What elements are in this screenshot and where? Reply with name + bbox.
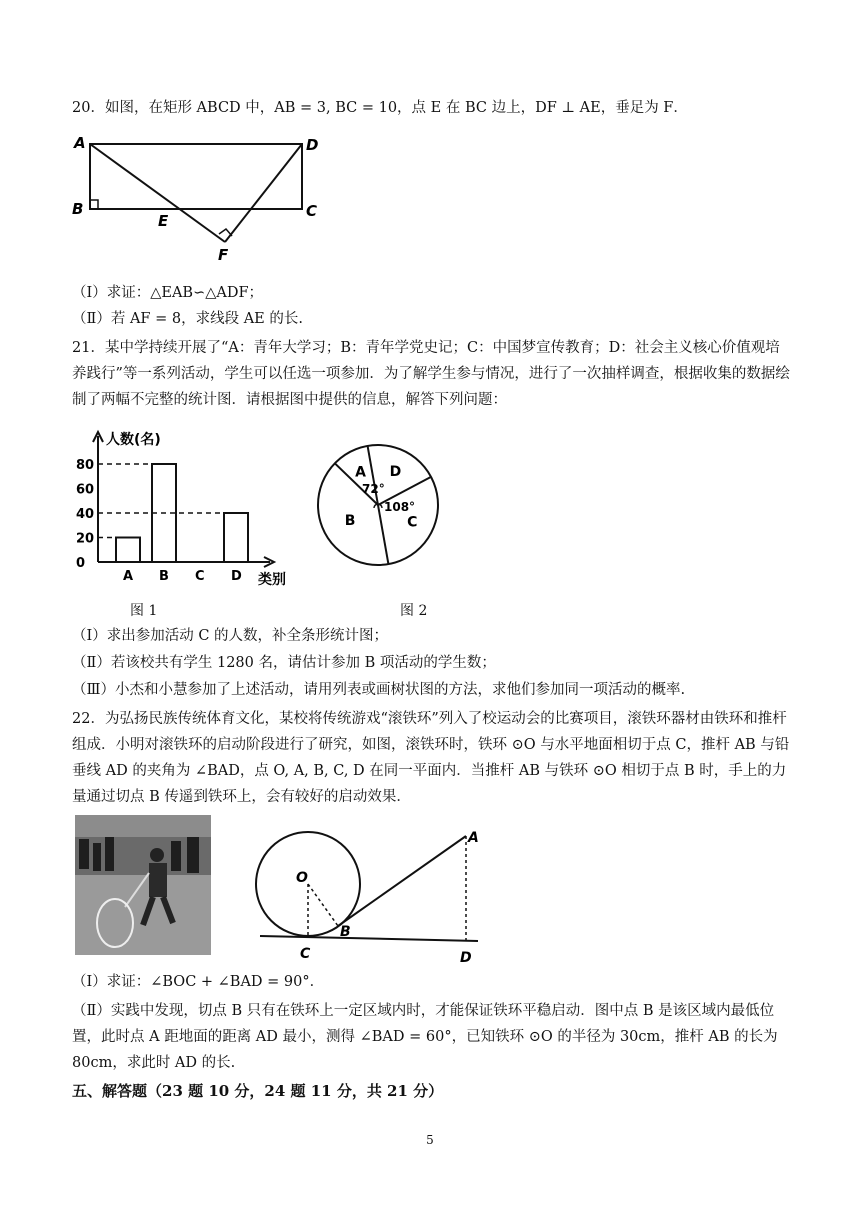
q21-part1: （Ⅰ）求出参加活动 C 的人数，补全条形统计图； <box>72 628 389 644</box>
q22-label-b: B <box>340 924 351 940</box>
q20-part1: （Ⅰ）求证：△EAB∽△ADF； <box>72 285 264 301</box>
q20-part2: （Ⅱ）若 AF = 8，求线段 AE 的长. <box>72 311 303 327</box>
pie-label-d: D <box>389 463 402 480</box>
bar-chart-ytick: 20 <box>76 531 95 547</box>
pie-angle-d: 72° <box>362 482 385 496</box>
q20-label-c: C <box>306 202 318 220</box>
pie-angle-c: 108° <box>384 500 416 514</box>
q20-label-f: F <box>218 246 229 264</box>
q21-stem: 21．某中学持续开展了“A：青年大学习；B：青年学党史记；C：中国梦宣传教育；D：社会主义核心价值观培养践行”等一系列活动，学生可以任选一项参加．为了解学生参与情况，进行了一次抽样调查，根据收集的数据绘制了两幅不完整的统计图．请根据图中提供的信息，解答下列问题： <box>72 340 790 408</box>
bar-chart-ytick: 0 <box>76 556 86 571</box>
bar-d <box>224 513 248 562</box>
q20-label-a: A <box>74 134 86 152</box>
fig2-caption: 图 2 <box>400 603 428 619</box>
q22-part2: （Ⅱ）实践中发现，切点 B 只有在铁环上一定区域内时，才能保证铁环平稳启动．图中点 B 是该区域内最低位置，此时点 A 距地面的距离 AD 最小，测得 ∠BAD = 60°，已知铁环 ⊙O 的半径为 30cm，推杆 AB 的长为 80cm，求此时 AD 的长. <box>72 1003 778 1071</box>
bar-a <box>116 538 140 563</box>
hoop-rolling-photo-image <box>75 815 211 955</box>
q22-stem: 22．为弘扬民族传统体育文化，某校将传统游戏“滚铁环”列入了校运动会的比赛项目，滚铁环器材由铁环和推杆组成．小明对滚铁环的启动阶段进行了研究，如图，滚铁环时，铁环 ⊙O 与水平地面相切于点 C，推杆 AB 与铅垂线 AD 的夹角为 ∠BAD，点 O, A, B, C, D 在同一平面内．当推杆 AB 与铁环 ⊙O 相切于点 B 时，手上的力量通过切点 B 传遥到铁环上，会有较好的启动效果． <box>72 711 790 805</box>
q22-label-a: A <box>468 830 479 846</box>
q20-stem: 20．如图，在矩形 ABCD 中，AB = 3, BC = 10，点 E 在 BC 边上，DF ⊥ AE，垂足为 F． <box>72 100 688 116</box>
q20-rectangle-figure <box>70 132 340 264</box>
fig1-caption: 图 1 <box>130 603 158 619</box>
bar-chart-ytick: 80 <box>76 458 95 473</box>
pie-label-c: C <box>407 514 418 531</box>
q22-part1: （Ⅰ）求证：∠BOC + ∠BAD = 90°． <box>72 974 325 990</box>
q22-label-o: O <box>296 870 308 886</box>
q21-part2: （Ⅱ）若该校共有学生 1280 名，请估计参加 B 项活动的学生数； <box>72 655 496 671</box>
pie-label-a: A <box>355 464 367 481</box>
page-number: 5 <box>426 1133 434 1147</box>
bar-chart-ylabel: 人数(名) <box>106 432 161 448</box>
q22-hoop-figure <box>252 822 492 968</box>
hoop-rolling-photo <box>75 815 211 955</box>
q21-bar-chart <box>70 422 300 592</box>
pie-label-b: B <box>344 513 356 530</box>
q22-label-d: D <box>460 950 472 966</box>
q21-pie-chart <box>308 428 448 578</box>
bar-category-label: A <box>123 569 134 584</box>
q22-label-c: C <box>300 946 311 962</box>
bar-category-label: B <box>159 569 169 584</box>
bar-category-label: C <box>195 569 205 584</box>
q20-label-b: B <box>72 200 84 218</box>
q20-label-d: D <box>306 136 319 154</box>
q21-part3: （Ⅲ）小杰和小慧参加了上述活动，请用列表或画树状图的方法，求他们参加同一项活动的概率. <box>72 682 686 698</box>
bar-chart-xlabel: 类别 <box>258 572 286 588</box>
bar-chart-ytick: 40 <box>76 507 95 522</box>
section-5-heading: 五、解答题（23 题 10 分，24 题 11 分，共 21 分） <box>72 1082 444 1100</box>
bar-category-label: D <box>231 569 242 584</box>
bar-chart-ytick: 60 <box>76 482 95 498</box>
q20-label-e: E <box>158 212 169 230</box>
